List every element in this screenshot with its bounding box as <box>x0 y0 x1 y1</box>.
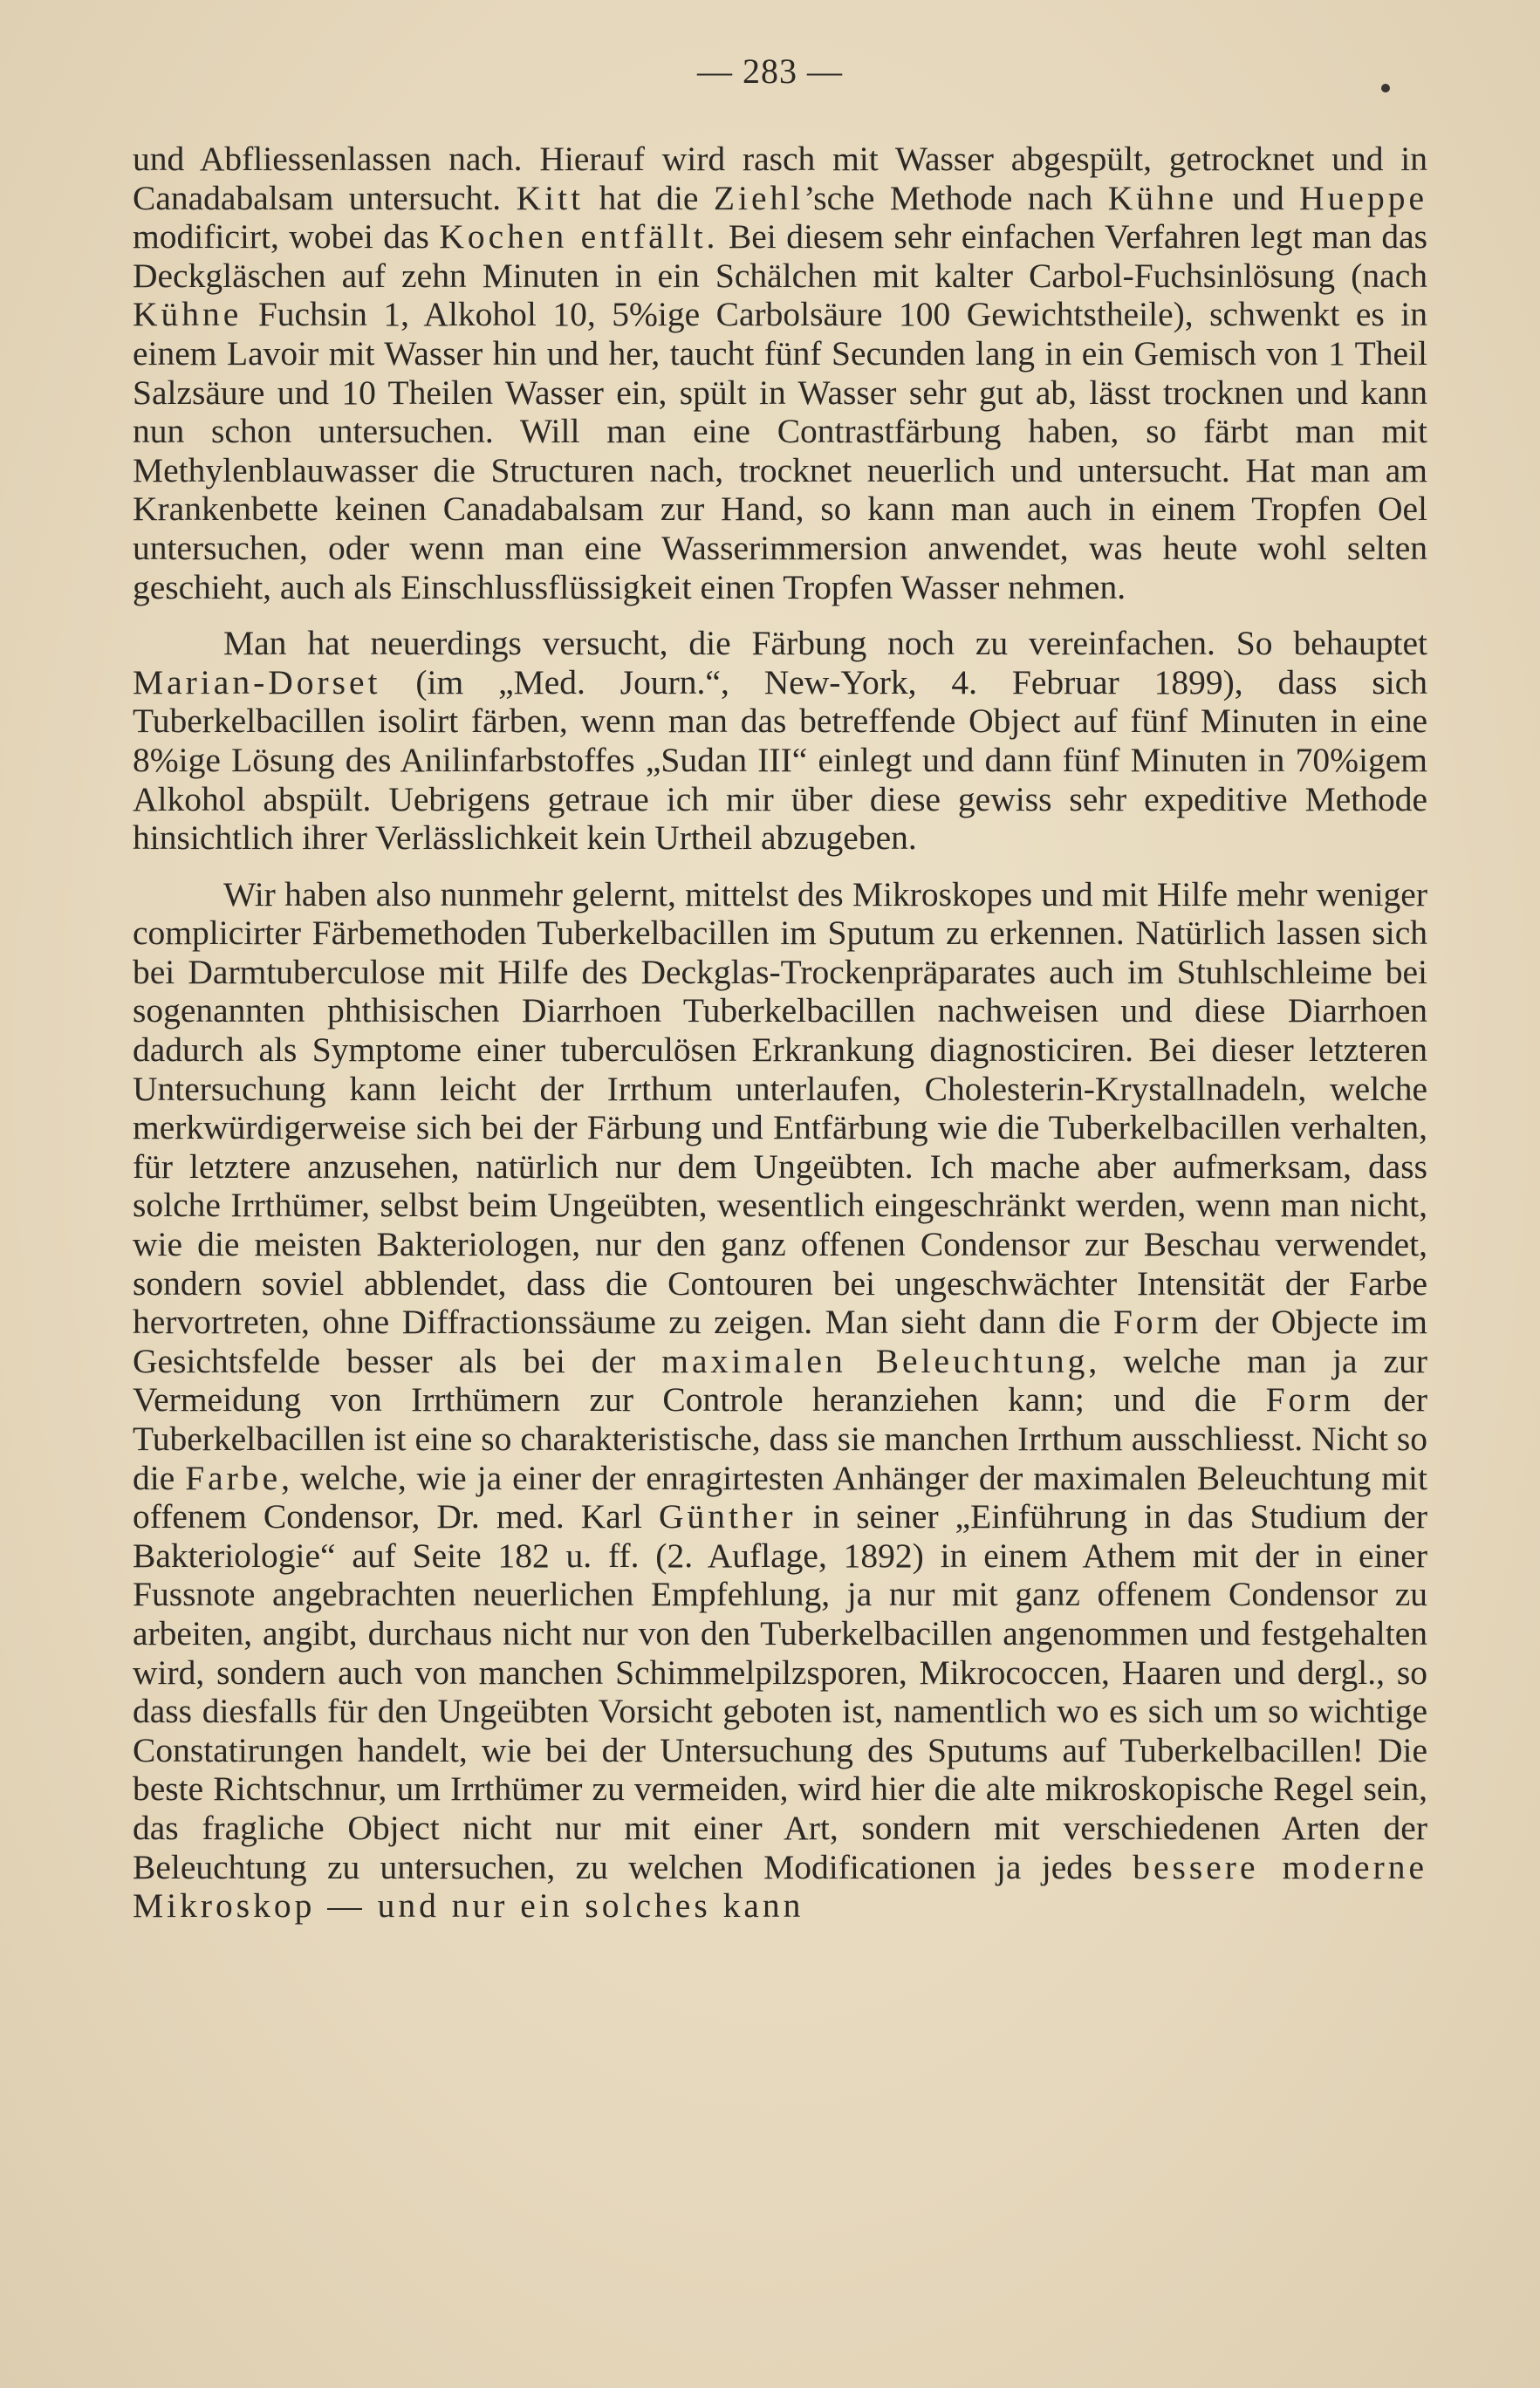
emphasized-text: Marian-Dorset <box>133 662 381 701</box>
ink-speck <box>1381 84 1390 92</box>
text-run: Fuchsin 1, Alkohol 10, 5%ige Carbolsäure 100 Gewichtstheile), schwenkt es in einem Lavoir mit Wasser hin und her, taucht fünf Secunden lang in ein Gemisch von 1 Theil Salzsäure und 10 Theilen Wasser ein, spült in Wasser sehr gut ab, lässt trocknen und kann nun schon untersuchen. Will man eine Contrastfärbung haben, so färbt man mit Methylenblauwasser die Structuren nach, trocknet neuerlich und untersucht. Hat man am Krankenbette keinen Canadabalsam zur Hand, so kann man auch in einem Tropfen Oel untersuchen, oder wenn man eine Wasserimmersion anwendet, was heute wohl selten geschieht, auch als Einschlussflüssigkeit einen Tropfen Wasser nehmen. <box>133 295 1427 606</box>
emphasized-text: Form <box>1112 1303 1202 1342</box>
emphasized-text: maximalen Beleuchtung <box>661 1341 1089 1380</box>
text-run: , welche, wie ja einer der enragirtesten Anhänger der maximalen Beleuchtung mit offenem Condensor, Dr. med. Karl <box>133 1458 1427 1536</box>
text-run: (im „Med. Journ.“, New-York, 4. Februar 1899), dass sich Tuberkelbacillen isolirt färben, wenn man das betreffende Object auf fünf Minuten in eine 8%ige Lösung des Anilinfarbstoffes „Sudan III“ einlegt und dann fünf Minuten in 70%igem Alkohol abspült. Uebrigens getraue ich mir über diese gewiss sehr expeditive Methode hinsichtlich ihrer Verlässlichkeit kein Urtheil abzugeben. <box>133 662 1427 858</box>
emphasized-text: Kühne <box>133 295 243 334</box>
text-run: Bei diesem sehr einfachen Verfahren legt man das Deckgläschen auf zehn Minuten in ein Schälchen mit kalter Carbol-Fuchsinlösung (nach <box>133 217 1427 295</box>
text-run: und Abfliessenlassen nach. Hierauf wird rasch mit Wasser abgespült, getrocknet und in Canadabalsam untersucht. <box>133 140 1427 217</box>
text-run: der Tuberkelbacillen ist eine so charakteristische, dass sie manchen Irrthum ausschliesst. Nicht so die <box>133 1380 1427 1497</box>
emphasized-text: Kühne <box>1107 178 1218 217</box>
text-run: und <box>1217 178 1300 217</box>
paragraph <box>133 140 1427 606</box>
emphasized-text: Ziehl <box>713 178 804 217</box>
emphasized-text: Günther <box>659 1497 797 1536</box>
text-run: der Objecte im Gesichtsfelde besser als bei der <box>133 1303 1427 1380</box>
emphasized-text: Form <box>1265 1380 1355 1420</box>
page-number: — 283 — <box>697 51 843 91</box>
emphasized-text: bessere moderne Mikroskop — und nur ein solches kann <box>133 1847 1428 1926</box>
body-text <box>133 140 1427 1926</box>
emphasized-text: Kitt <box>516 178 585 217</box>
text-run: in seiner „Einführung in das Studium der Bakteriologie“ auf Seite 182 u. ff. (2. Auflage, 1892) in einem Athem mit der in einer Fussnote angebrachten neuerlichen Empfehlung, ja nur mit ganz offenem Condensor zu arbeiten, angibt, durchaus nicht nur von den Tuberkelbacillen angenommen und festgehalten wird, sondern auch von manchen Schimmelpilzsporen, Mikrococcen, Haaren und dergl., so dass diesfalls für den Ungeübten Vorsicht geboten ist, namentlich wo es sich um so wichtige Constatirungen handelt, wie bei der Untersuchung des Sputums auf Tuberkelbacillen! Die beste Richtschnur, um Irrthümer zu vermeiden, wird hier die alte mikroskopische Regel sein, das fragliche Object nicht nur mit einer Art, sondern mit verschiedenen Arten der Beleuchtung zu untersuchen, zu welchen Modificationen ja jedes <box>133 1497 1428 1886</box>
paragraph <box>133 875 1427 1926</box>
paragraph <box>133 624 1427 858</box>
text-run: Man hat neuerdings versucht, die Färbung noch zu vereinfachen. So behauptet <box>223 624 1427 663</box>
text-run: Wir haben also nunmehr gelernt, mittelst des Mikroskopes und mit Hilfe mehr weniger complicirter Färbemethoden Tuberkelbacillen im Sputum zu erkennen. Natürlich lassen sich bei Darmtuberculose mit Hilfe des Deckglas-Trockenpräparates auch im Stuhlschleime bei sogenannten phthisischen Diarrhoen Tuberkelbacillen nachweisen und diese Diarrhoen dadurch als Symptome einer tuberculösen Erkrankung diagnosticiren. Bei dieser letzteren Untersuchung kann leicht der Irrthum unterlaufen, Cholesterin-Krystallnadeln, welche merkwürdigerweise sich bei der Färbung und Entfärbung wie die Tuberkelbacillen verhalten, für letztere anzusehen, natürlich nur dem Ungeübten. Ich mache aber aufmerksam, dass solche Irrthümer, selbst beim Ungeübten, wesentlich eingeschränkt werden, wenn man nicht, wie die meisten Bakteriologen, nur den ganz offenen Condensor zur Beschau verwendet, sondern soviel abblendet, dass die Contouren bei ungeschwächter Intensität der Farbe hervortreten, ohne Diffractionssäume zu zeigen. Man sieht dann die <box>133 874 1427 1342</box>
emphasized-text: Kochen entfällt. <box>439 217 719 257</box>
text-run: , welche man ja zur Vermeidung von Irrthümern zur Controle heranziehen kann; und die <box>133 1341 1427 1420</box>
emphasized-text: Farbe <box>185 1458 282 1497</box>
emphasized-text: Hueppe <box>1299 178 1427 217</box>
text-run: modificirt, wobei das <box>133 217 440 257</box>
text-run: hat die <box>584 178 714 217</box>
text-run: ’sche Methode nach <box>804 178 1108 217</box>
